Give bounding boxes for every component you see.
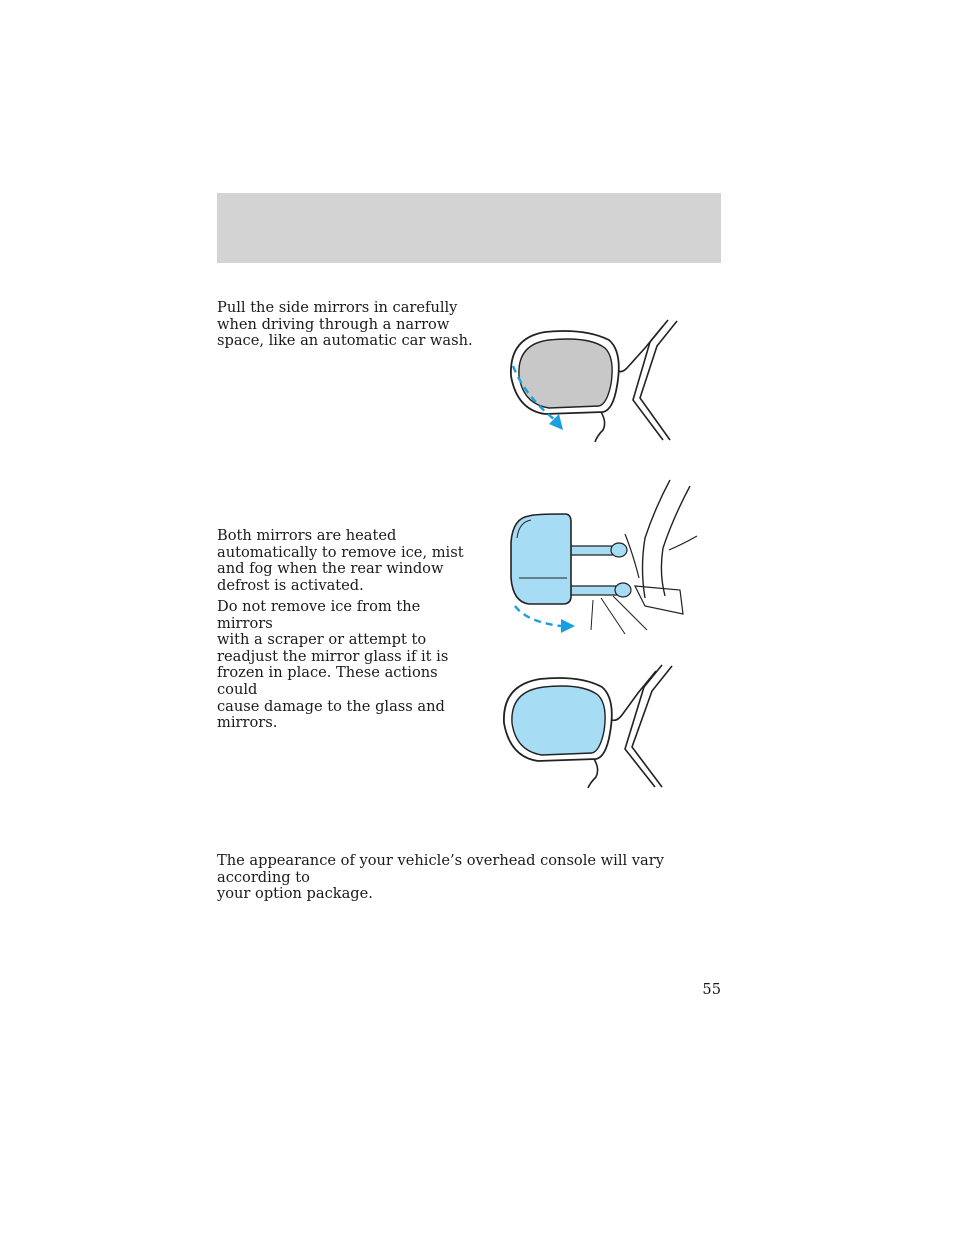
heated-mirrors-paragraph: Both mirrors are heated automatically to remove ice, mist and fog when the rear window defrost is activated.: [217, 527, 464, 594]
ice-warning-paragraph: Do not remove ice from the mirrors with a scraper or attempt to readjust the mirror glass if it is frozen in place. These actions could cause damage to the glass and mirrors.: [217, 598, 449, 732]
trailer-tow-mirror-folding-illustration: [505, 478, 700, 636]
standard-mirror-folding-illustration: [505, 318, 685, 443]
overhead-console-paragraph: The appearance of your vehicle’s overhead console will vary according to your option package.: [217, 852, 664, 903]
heated-mirror-illustration: [500, 663, 690, 788]
section-header-band: [217, 193, 721, 263]
page-number: 55: [702, 981, 721, 998]
fold-mirrors-paragraph: Pull the side mirrors in carefully when driving through a narrow space, like an automatic car wash.: [217, 299, 473, 350]
